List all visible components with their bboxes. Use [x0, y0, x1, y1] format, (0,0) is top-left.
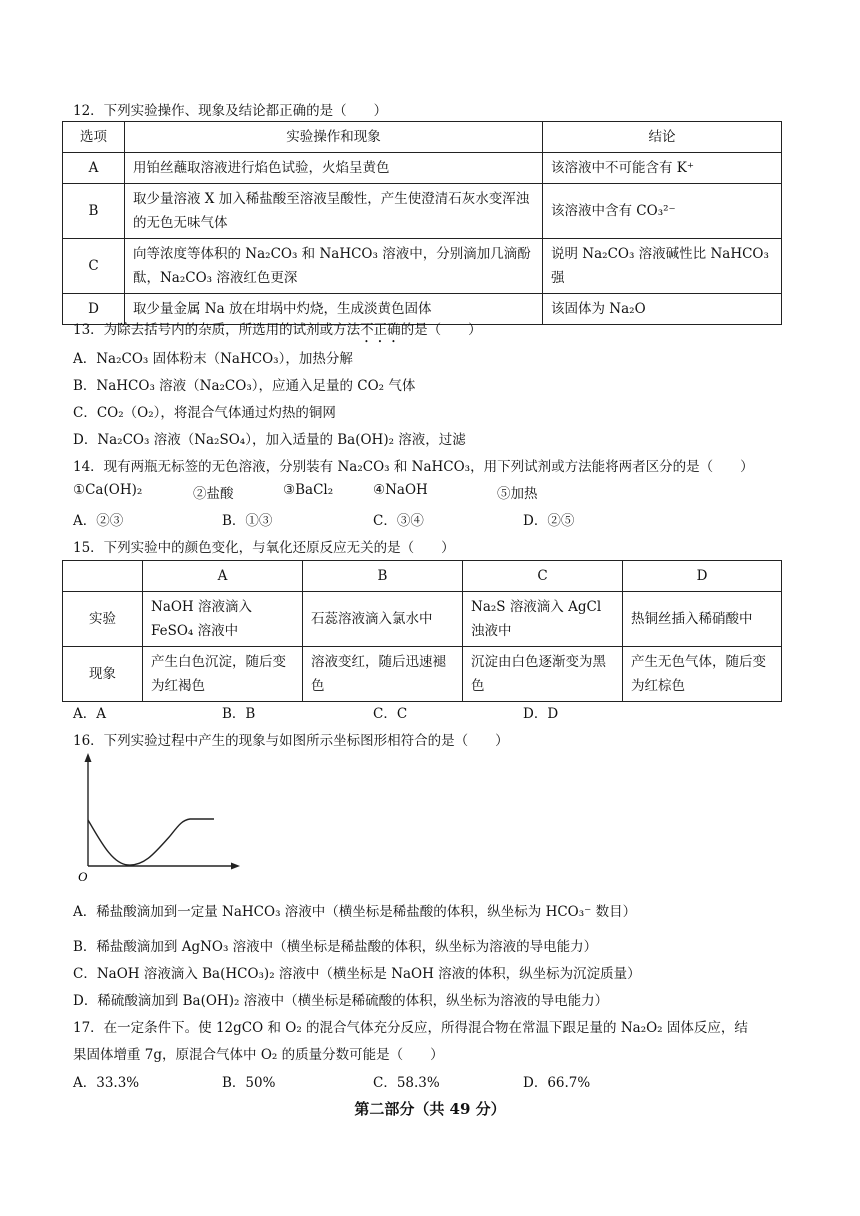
q14-option-b: B．①③ — [222, 513, 273, 529]
q15-option-a: A．A — [73, 706, 106, 722]
q12-row-label: D — [63, 294, 125, 325]
q14-option-d: D．②⑤ — [523, 513, 575, 529]
q17-stem-line1: 17．在一定条件下。使 12gCO 和 O₂ 的混合气体充分反应，所得混合物在常温下跟足量的 Na₂O₂ 固体反应，结 — [73, 1020, 748, 1036]
q17-option-b: B．50% — [222, 1075, 276, 1091]
q15-experiment-d: 热铜丝插入稀硝酸中 — [623, 592, 782, 647]
q15-experiment-a: NaOH 溶液滴入 FeSO₄ 溶液中 — [143, 592, 303, 647]
q12-row-operation: 向等浓度等体积的 Na₂CO₃ 和 NaHCO₃ 溶液中，分别滴加几滴酚酞，Na₂CO₃ 溶液红色更深 — [125, 239, 543, 294]
q12-row-label: B — [63, 184, 125, 239]
q14-reagent: ①Ca(OH)₂ — [73, 482, 143, 498]
q12-row-operation: 用铂丝蘸取溶液进行焰色试验，火焰呈黄色 — [125, 153, 543, 184]
q15-header-c: C — [463, 561, 623, 592]
q12-row-label: A — [63, 153, 125, 184]
q16-stem: 16．下列实验过程中产生的现象与如图所示坐标图形相符合的是（ ） — [73, 733, 509, 749]
q17-option-c: C．58.3% — [373, 1075, 440, 1091]
q15-option-c: C．C — [373, 706, 408, 722]
q16-option-a: A．稀盐酸滴加到一定量 NaHCO₃ 溶液中（横坐标是稀盐酸的体积，纵坐标为 HCO₃⁻ 数目） — [73, 904, 637, 920]
q16-option-d: D．稀硫酸滴加到 Ba(OH)₂ 溶液中（横坐标是稀硫酸的体积，纵坐标为溶液的导电能力） — [73, 993, 609, 1009]
q12-header-operation: 实验操作和现象 — [125, 122, 543, 153]
q15-table — [62, 560, 782, 702]
q12-header-option: 选项 — [63, 122, 125, 153]
q14-stem: 14．现有两瓶无标签的无色溶液，分别装有 Na₂CO₃ 和 NaHCO₃，用下列试剂或方法能将两者区分的是（ ） — [73, 459, 754, 475]
q13-stem-emphasis: 不正确 — [360, 322, 401, 338]
q14-reagent: ③BaCl₂ — [283, 482, 334, 498]
q14-option-a: A．②③ — [73, 513, 124, 529]
q15-phenomenon-d: 产生无色气体，随后变为红棕色 — [623, 647, 782, 702]
q13-stem-c: 的是（ ） — [400, 322, 482, 338]
q12-row-operation: 取少量溶液 X 加入稀盐酸至溶液呈酸性，产生使澄清石灰水变浑浊的无色无味气体 — [125, 184, 543, 239]
q12-row-operation: 取少量金属 Na 放在坩埚中灼烧，生成淡黄色固体 — [125, 294, 543, 325]
q13-stem — [73, 318, 482, 346]
q16-option-b: B．稀盐酸滴加到 AgNO₃ 溶液中（横坐标是稀盐酸的体积，纵坐标为溶液的导电能力） — [73, 939, 598, 955]
q12-header-conclusion: 结论 — [543, 122, 782, 153]
q14-reagent: ⑤加热 — [497, 486, 538, 502]
y-axis-arrow — [85, 753, 92, 762]
q17-option-a: A．33.3% — [73, 1075, 140, 1091]
q15-phenomenon-b: 溶液变红，随后迅速褪色 — [303, 647, 463, 702]
q16-option-c: C．NaOH 溶液滴入 Ba(HCO₃)₂ 溶液中（横坐标是 NaOH 溶液的体积，纵坐标为沉淀质量） — [73, 966, 641, 982]
q12-row-conclusion: 该溶液中含有 CO₃²⁻ — [543, 184, 782, 239]
q13-stem-a: 13．为除去括号内的杂质，所选用的试剂或方法 — [73, 322, 361, 338]
q15-experiment-b: 石蕊溶液滴入氯水中 — [303, 592, 463, 647]
q14-option-c: C．③④ — [373, 513, 424, 529]
q13-option-c: C．CO₂（O₂），将混合气体通过灼热的铜网 — [73, 405, 336, 421]
q13-option-a: A．Na₂CO₃ 固体粉末（NaHCO₃），加热分解 — [73, 351, 353, 367]
q14-reagent: ②盐酸 — [193, 486, 234, 502]
q16-graph — [74, 750, 244, 882]
q15-header-d: D — [623, 561, 782, 592]
q15-row-label-experiment: 实验 — [63, 592, 143, 647]
q13-option-d: D．Na₂CO₃ 溶液（Na₂SO₄），加入适量的 Ba(OH)₂ 溶液，过滤 — [73, 432, 466, 448]
q15-experiment-c: Na₂S 溶液滴入 AgCl 浊液中 — [463, 592, 623, 647]
x-axis-arrow — [231, 863, 240, 870]
q12-stem: 12．下列实验操作、现象及结论都正确的是（ ） — [73, 103, 388, 119]
q17-option-d: D．66.7% — [523, 1075, 591, 1091]
section-title: 第二部分（共 49 分） — [354, 1100, 506, 1118]
graph-curve — [88, 819, 214, 865]
q15-row-label-phenomenon: 现象 — [63, 647, 143, 702]
q13-option-b: B．NaHCO₃ 溶液（Na₂CO₃），应通入足量的 CO₂ 气体 — [73, 378, 416, 394]
q15-option-b: B．B — [222, 706, 256, 722]
q12-row-conclusion: 说明 Na₂CO₃ 溶液碱性比 NaHCO₃ 强 — [543, 239, 782, 294]
q12-row-conclusion: 该固体为 Na₂O — [543, 294, 782, 325]
q12-row-label: C — [63, 239, 125, 294]
q15-phenomenon-c: 沉淀由白色逐渐变为黑色 — [463, 647, 623, 702]
q14-reagent: ④NaOH — [373, 482, 428, 498]
q12-row-conclusion: 该溶液中不可能含有 K⁺ — [543, 153, 782, 184]
q15-header-a: A — [143, 561, 303, 592]
q15-header-blank — [63, 561, 143, 592]
q12-table — [62, 121, 782, 325]
q15-stem: 15．下列实验中的颜色变化，与氧化还原反应无关的是（ ） — [73, 540, 455, 556]
origin-label: O — [78, 869, 88, 882]
q15-header-b: B — [303, 561, 463, 592]
q15-phenomenon-a: 产生白色沉淀，随后变为红褐色 — [143, 647, 303, 702]
q17-stem-line2: 果固体增重 7g，原混合气体中 O₂ 的质量分数可能是（ ） — [73, 1047, 444, 1063]
q15-option-d: D．D — [523, 706, 559, 722]
